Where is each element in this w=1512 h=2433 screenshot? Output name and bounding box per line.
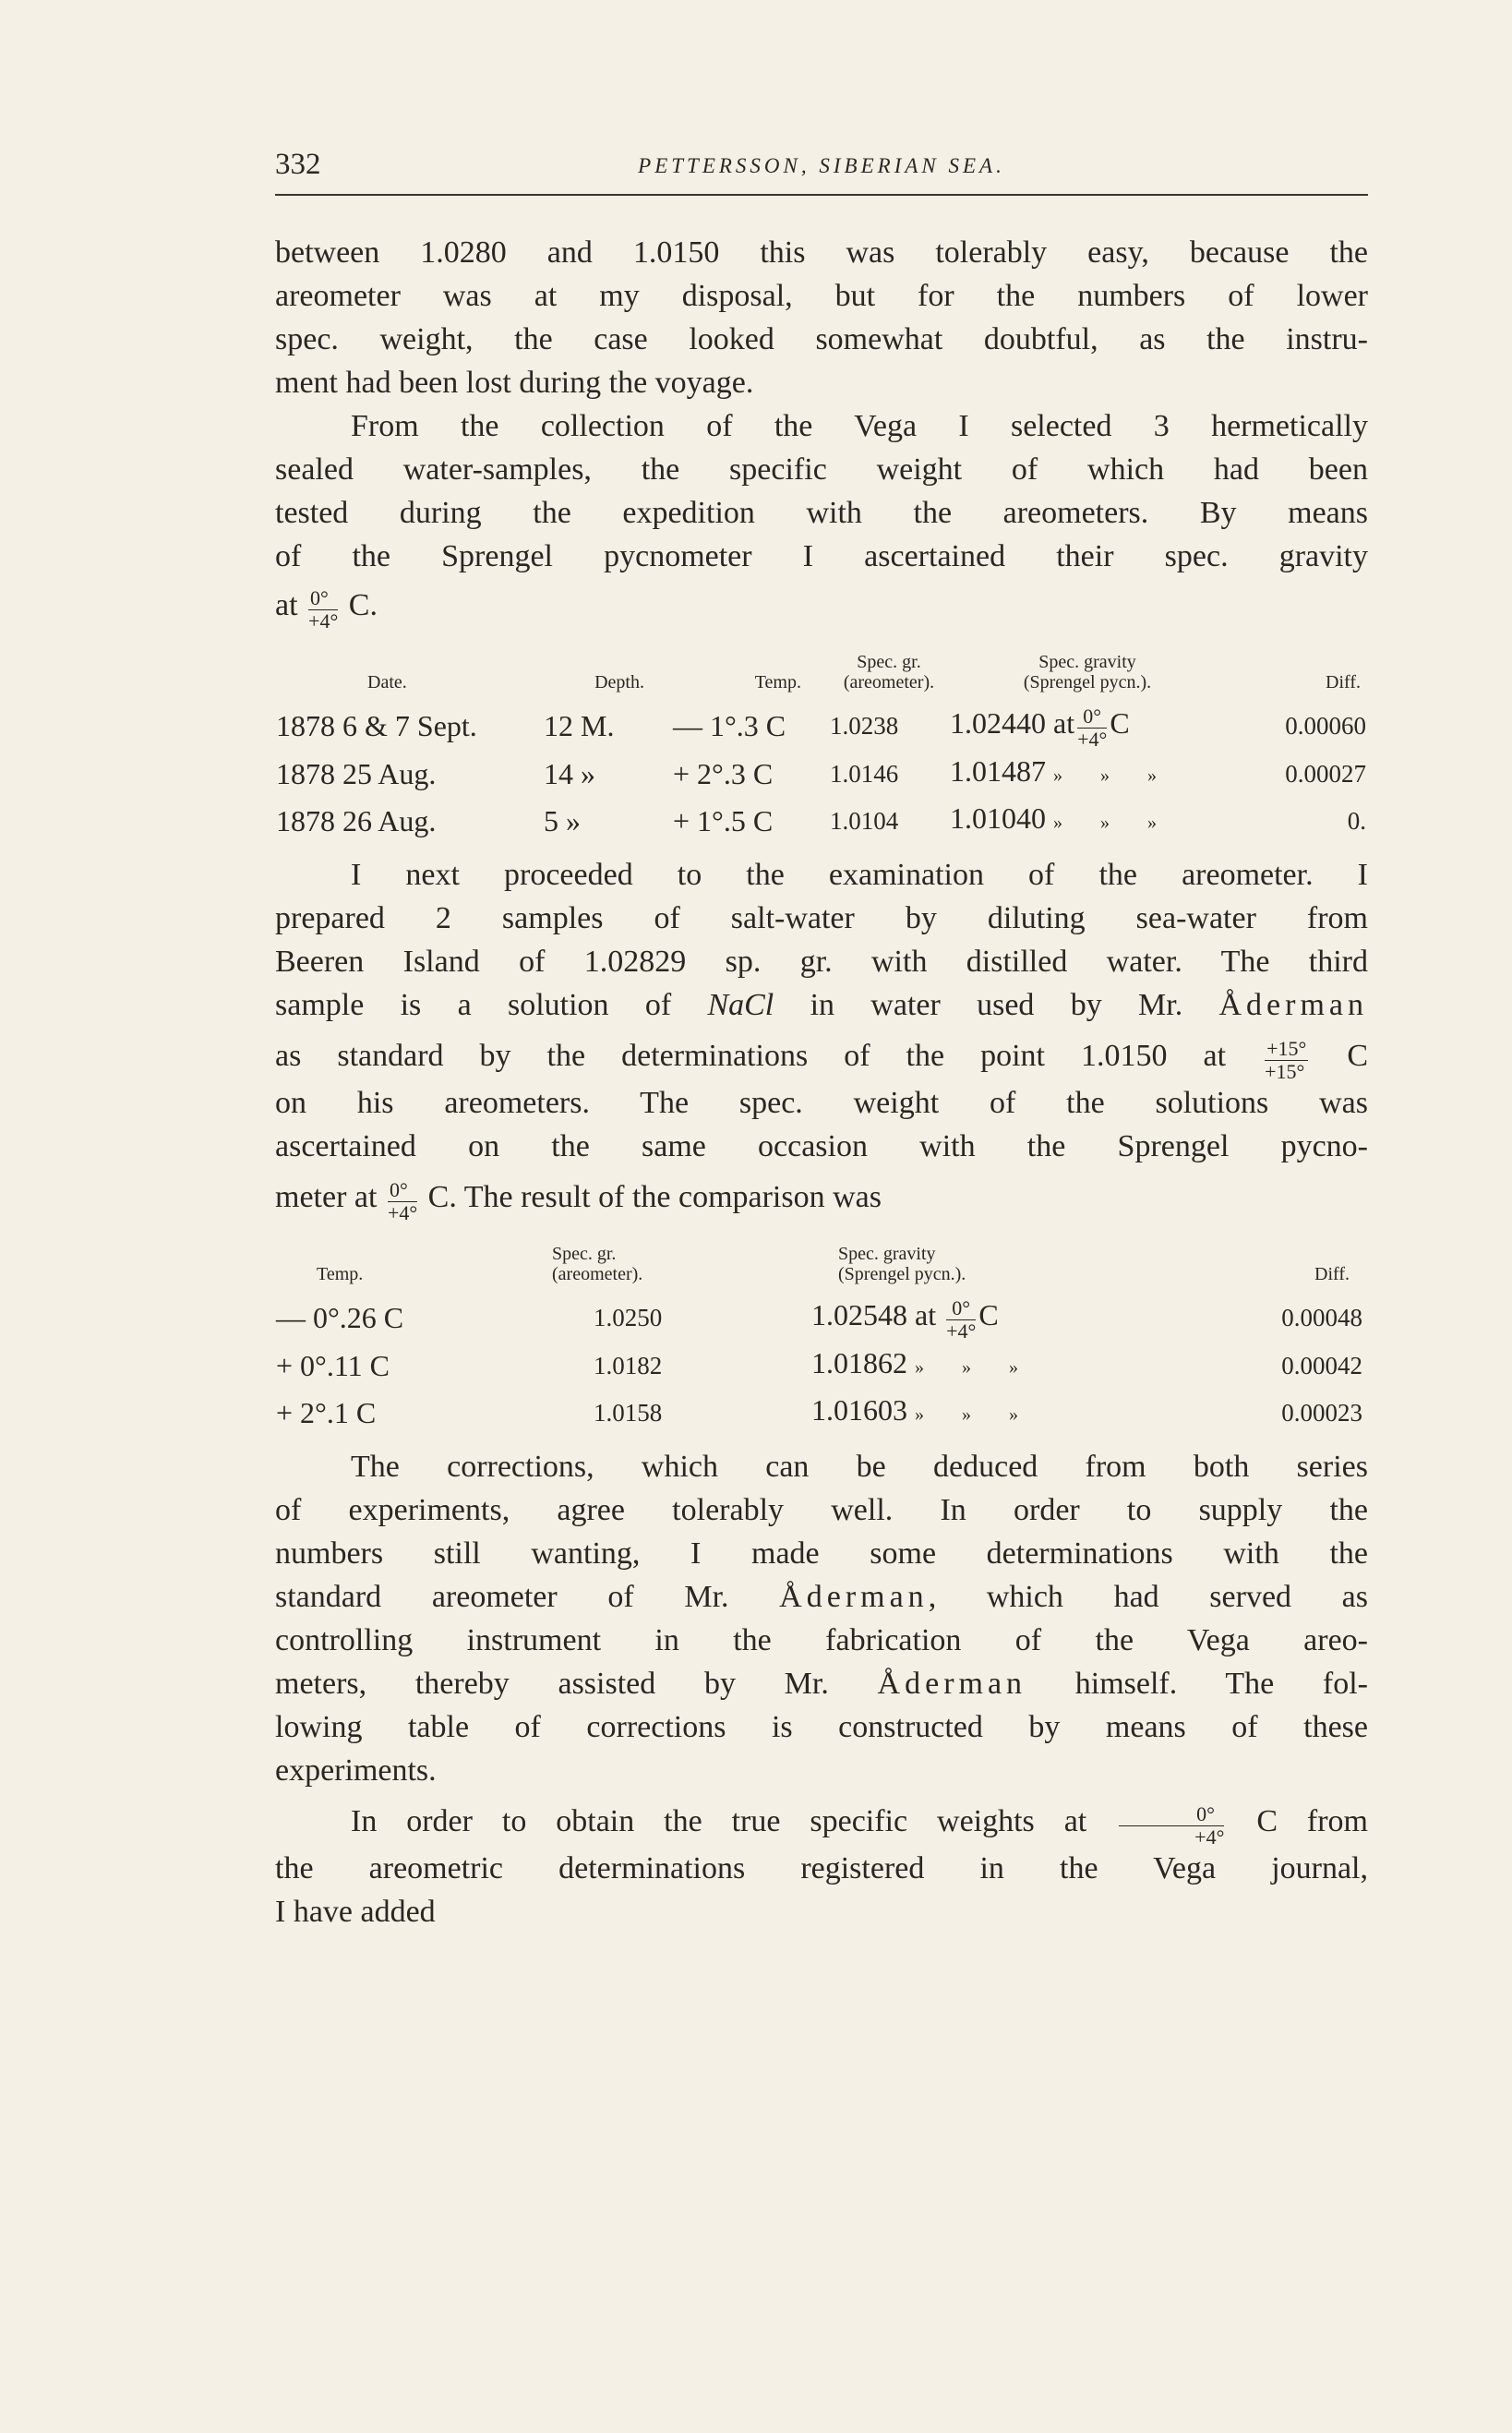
fraction-denominator: +15°: [1265, 1060, 1305, 1083]
temperature-fraction: [387, 1178, 418, 1224]
fraction-denominator: +4°: [1077, 728, 1108, 751]
col-header-temp: Temp.: [754, 672, 801, 693]
text-span: as standard by the determinations of the point 1.0150 at: [275, 1039, 1227, 1073]
text-line: sealed water-samples, the specific weight of which had been: [275, 452, 1368, 487]
text-line: the areometric determinations registered in the Vega journal,: [275, 1851, 1368, 1885]
fraction-denominator: +4°: [387, 1201, 418, 1224]
header-line: Spec. gravity: [1038, 652, 1136, 672]
col-header-spgr: [829, 651, 949, 702]
text-line: of experiments, agree tolerably well. In order to supply the: [275, 1493, 1368, 1527]
cell-diff: 0.00060: [1285, 712, 1366, 740]
text-line: [275, 1034, 1368, 1081]
header-line: (Sprengel pycn.).: [1023, 672, 1152, 693]
text-line: prepared 2 samples of salt-water by diluting sea-water from: [275, 901, 1368, 935]
value: 1.01603: [811, 1393, 907, 1427]
table-comparison: [275, 1243, 1368, 1436]
ditto-marks: » » »: [915, 1357, 1035, 1378]
col-header-temp: Temp.: [317, 1264, 364, 1284]
name-aderman: Åderman: [779, 1580, 929, 1614]
col-header-pycn: [949, 651, 1226, 702]
cell-depth: 5 »: [544, 803, 581, 837]
text-span: standard areometer of Mr.: [275, 1580, 729, 1614]
header-line: Spec. gravity: [838, 1244, 936, 1264]
header-line: Spec. gr.: [552, 1244, 617, 1264]
paragraph-2: [275, 404, 1368, 631]
text-span: C: [1347, 1039, 1369, 1073]
text-span: at: [275, 588, 298, 622]
text-line: numbers still wanting, I made some determinations with the: [275, 1536, 1368, 1571]
cell-depth: 12 M.: [544, 709, 615, 742]
table-vega-samples: [275, 651, 1368, 844]
page-body: [275, 231, 1368, 1933]
cell-spgr: 1.0238: [830, 712, 899, 740]
running-title: PETTERSSON, SIBERIAN SEA.: [638, 154, 1005, 177]
unit: C: [1110, 706, 1130, 740]
text-line: [275, 1175, 1368, 1223]
value: 1.02548 at: [811, 1298, 937, 1331]
table-row: [275, 1342, 1368, 1389]
cell-temp: + 1°.5 C: [673, 803, 774, 837]
cell-pycn: [949, 702, 1226, 750]
col-header-date: Date.: [367, 672, 407, 693]
paragraph-3: [275, 853, 1368, 1223]
table-row: [275, 1294, 1368, 1342]
col-header-depth: Depth.: [594, 672, 644, 693]
fraction-denominator: +4°: [946, 1319, 977, 1343]
fraction-numerator: 0°: [308, 589, 338, 610]
text-span: C from: [1256, 1804, 1368, 1838]
table-row: [275, 1389, 1368, 1436]
text-span: in water used by Mr.: [810, 988, 1183, 1022]
header-line: (Sprengel pycn.).: [838, 1264, 966, 1284]
ditto-marks: » » »: [1053, 765, 1173, 786]
cell-spgr: 1.0158: [594, 1398, 663, 1427]
fraction-numerator: 0°: [946, 1299, 976, 1320]
text-line: lowing table of corrections is constructed by means of these: [275, 1710, 1368, 1744]
table-row: [275, 702, 1368, 750]
ditto-marks: » » »: [1053, 813, 1173, 833]
cell-pycn: [810, 1294, 1202, 1342]
cell-diff: 0.: [1347, 806, 1366, 835]
text-span: sample is a solution of: [275, 988, 672, 1022]
cell-date: 1878 6 & 7 Sept.: [276, 709, 477, 742]
cell-temp: + 2°.1 C: [276, 1395, 377, 1429]
col-header-pycn: [810, 1243, 1202, 1294]
name-aderman: Åderman: [1218, 988, 1369, 1022]
text-line: on his areometers. The spec. weight of the solutions was: [275, 1086, 1368, 1120]
temperature-fraction: [946, 1296, 977, 1343]
cell-pycn: [810, 1389, 1202, 1436]
text-span: himself. The fol-: [1074, 1667, 1368, 1701]
text-line: The corrections, which can be deduced from both series: [351, 1450, 1368, 1484]
value: 1.01487: [950, 754, 1046, 788]
temperature-fraction: [308, 586, 339, 632]
cell-pycn: [949, 750, 1226, 797]
cell-diff: 0.00023: [1281, 1398, 1362, 1427]
temperature-fraction: [1119, 1802, 1225, 1849]
cell-temp: — 1°.3 C: [673, 709, 786, 742]
fraction-numerator: 0°: [1119, 1805, 1224, 1826]
cell-pycn: [810, 1342, 1202, 1389]
header-line: (areometer).: [552, 1264, 643, 1284]
text-line: [275, 584, 1368, 631]
text-line: areometer was at my disposal, but for the numbers of lower: [275, 279, 1368, 313]
text-span: meters, thereby assisted by Mr.: [275, 1667, 829, 1701]
table-row: [275, 797, 1368, 844]
text-line: tested during the expedition with the areometers. By means: [275, 496, 1368, 530]
text-line: experiments.: [275, 1753, 437, 1788]
text-line: [275, 983, 1368, 1027]
col-header-spgr: [552, 1243, 810, 1294]
fraction-denominator: +4°: [1194, 1825, 1225, 1849]
text-line: I have added: [275, 1895, 436, 1929]
text-line: between 1.0280 and 1.0150 this was tolerably easy, because the: [275, 235, 1368, 270]
fraction-denominator: +4°: [308, 609, 339, 632]
text-line: I next proceeded to the examination of the areometer. I: [351, 858, 1368, 892]
cell-temp: + 2°.3 C: [673, 756, 774, 790]
col-header-diff: Diff.: [1314, 1264, 1350, 1284]
page-number: 332: [275, 148, 321, 181]
cell-spgr: 1.0250: [594, 1304, 663, 1331]
cell-diff: 0.00027: [1285, 759, 1366, 788]
name-aderman: Åderman: [877, 1667, 1027, 1701]
cell-spgr: 1.0182: [594, 1351, 663, 1379]
text-span: , which had served as: [928, 1580, 1368, 1614]
fraction-numerator: 0°: [388, 1181, 417, 1202]
text-line: [275, 1662, 1368, 1705]
text-span: In order to obtain the true specific weights at: [351, 1804, 1087, 1838]
value: 1.01862: [811, 1346, 907, 1379]
header-line: Spec. gr.: [857, 652, 921, 672]
cell-diff: 0.00048: [1281, 1304, 1362, 1331]
text-span: C. The result of the comparison was: [427, 1180, 882, 1214]
text-line: ment had been lost during the voyage.: [275, 366, 754, 400]
table-header-row: [275, 651, 1368, 702]
cell-date: 1878 25 Aug.: [276, 756, 437, 790]
col-header-diff: Diff.: [1326, 672, 1361, 693]
text-line: spec. weight, the case looked somewhat doubtful, as the instru-: [275, 322, 1368, 356]
text-line: controlling instrument in the fabrication of the Vega areo-: [275, 1623, 1368, 1657]
text-line: From the collection of the Vega I selected 3 hermetically: [351, 409, 1368, 443]
cell-date: 1878 26 Aug.: [276, 803, 437, 837]
text-line: Beeren Island of 1.02829 sp. gr. with distilled water. The third: [275, 945, 1368, 979]
paragraph-5: [275, 1800, 1368, 1933]
text-span: meter at: [275, 1180, 378, 1214]
text-line: ascertained on the same occasion with the Sprengel pycno-: [275, 1129, 1368, 1163]
header-rule: [275, 194, 1368, 196]
page-header: [275, 148, 1368, 196]
text-span: C.: [348, 588, 378, 622]
table-row: [275, 750, 1368, 797]
header-line: (areometer).: [843, 672, 935, 693]
table-header-row: [275, 1243, 1368, 1294]
text-line: of the Sprengel pycnometer I ascertained their spec. gravity: [275, 539, 1368, 573]
cell-temp: — 0°.26 C: [276, 1301, 404, 1334]
cell-spgr: 1.0104: [830, 806, 899, 835]
paragraph-1: [275, 231, 1368, 404]
value: 1.01040: [950, 801, 1046, 835]
ditto-marks: » » »: [915, 1404, 1035, 1425]
page: [275, 148, 1369, 1929]
cell-spgr: 1.0146: [830, 759, 899, 788]
unit: C: [978, 1298, 999, 1331]
value: 1.02440 at: [950, 706, 1075, 740]
temperature-fraction: [1077, 707, 1107, 749]
cell-diff: 0.00042: [1281, 1351, 1362, 1379]
paragraph-4: [275, 1445, 1368, 1792]
fraction-numerator: 0°: [1077, 707, 1107, 729]
text-line: [275, 1575, 1368, 1619]
cell-pycn: [949, 797, 1226, 844]
temperature-fraction: [1265, 1037, 1308, 1083]
cell-depth: 14 »: [544, 756, 595, 790]
cell-temp: + 0°.11 C: [276, 1348, 390, 1382]
fraction-numerator: +15°: [1266, 1037, 1307, 1060]
text-line: [275, 1800, 1368, 1847]
formula-nacl: NaCl: [707, 988, 774, 1022]
